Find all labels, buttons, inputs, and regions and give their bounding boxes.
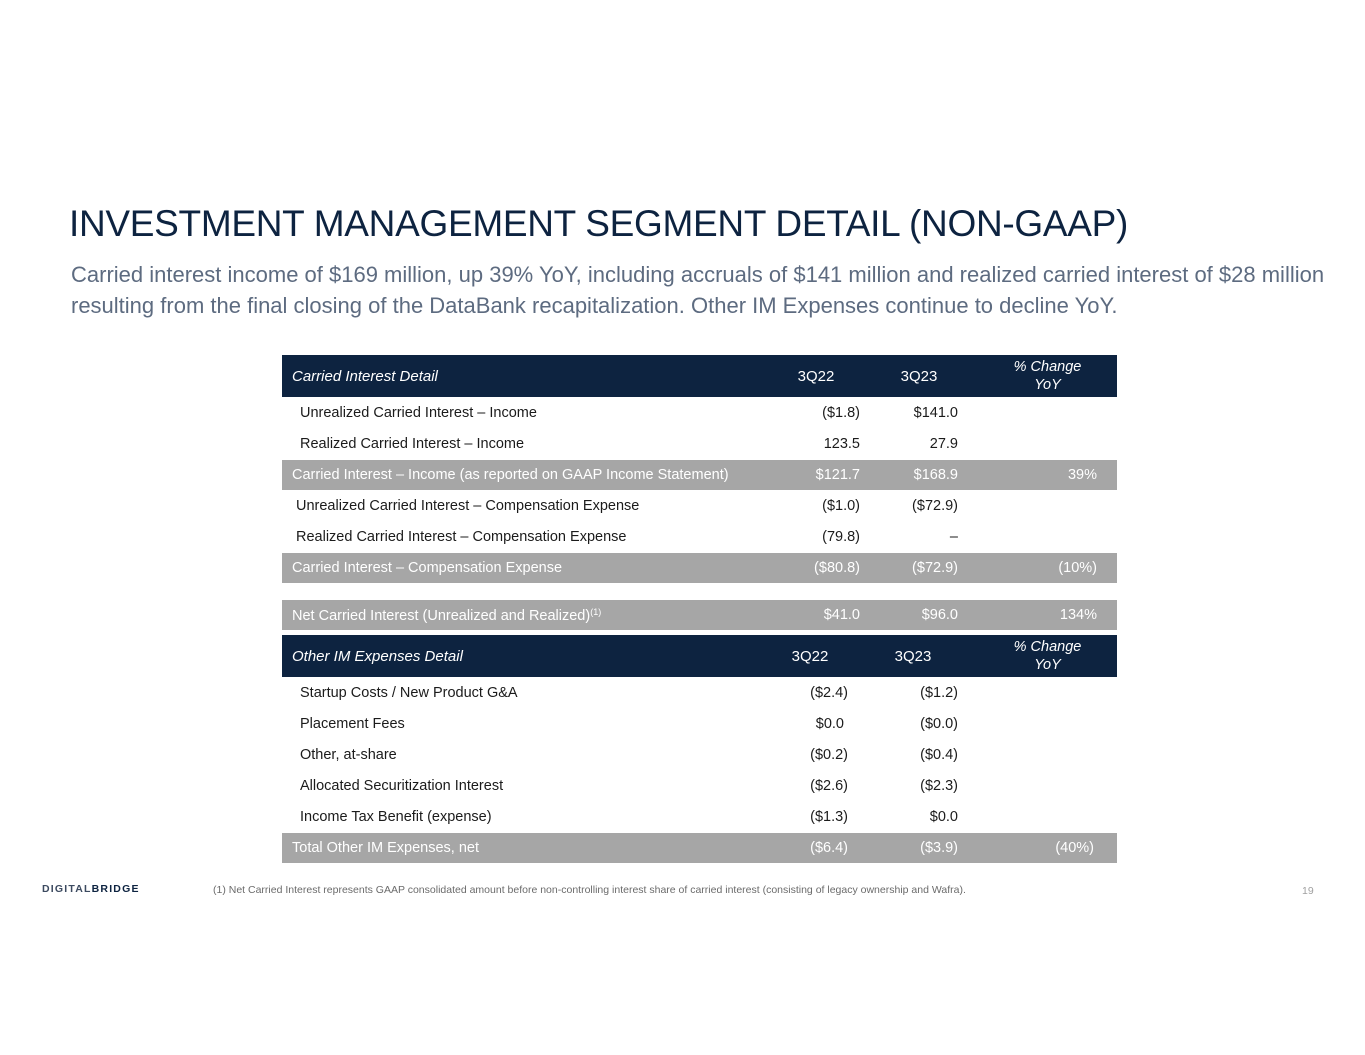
row-label: Unrealized Carried Interest – Compensation Expense	[296, 497, 640, 514]
row-value-3q23: ($0.4)	[920, 746, 958, 763]
table-row	[282, 428, 1117, 460]
row-label: Unrealized Carried Interest – Income	[300, 404, 537, 421]
row-value-change	[978, 739, 1117, 770]
row-value-3q23: $141.0	[913, 404, 958, 421]
row-value-change: (40%)	[978, 833, 1117, 864]
other-im-header-label: Other IM Expenses Detail	[282, 635, 772, 677]
row-label: Startup Costs / New Product G&A	[300, 684, 518, 701]
logo-text-bridge: BRIDGE	[91, 883, 140, 895]
footnote: (1) Net Carried Interest represents GAAP consolidated amount before non-controlling interest share of carried interest (consisting of legacy ownership and Wafra).	[213, 884, 966, 896]
other-im-header-3q22: 3Q22	[772, 635, 848, 677]
table-row	[282, 770, 1117, 801]
row-value-3q22: $0.0	[815, 715, 844, 732]
row-value-3q22: 123.5	[823, 435, 860, 452]
change-header-line2: YoY	[1034, 657, 1061, 673]
row-value-3q22: ($6.4)	[772, 833, 848, 864]
row-value-change: 134%	[978, 600, 1117, 631]
row-label: Placement Fees	[300, 715, 405, 732]
row-value-change	[978, 708, 1117, 739]
row-value-3q23: ($1.2)	[920, 684, 958, 701]
row-label: Carried Interest – Compensation Expense	[282, 553, 772, 584]
table-row	[282, 490, 1117, 521]
carried-interest-table	[282, 355, 1117, 583]
row-label: Carried Interest – Income (as reported on GAAP Income Statement)	[282, 460, 772, 491]
row-value-3q22: ($2.4)	[810, 684, 848, 701]
change-header-line1: % Change	[1013, 359, 1082, 375]
row-value-3q23: $96.0	[860, 600, 978, 631]
row-value-3q23: ($0.0)	[920, 715, 958, 732]
row-value-3q23: ($2.3)	[920, 777, 958, 794]
row-value-3q22: ($0.2)	[810, 746, 848, 763]
row-value-change	[978, 801, 1117, 833]
table-row	[282, 397, 1117, 428]
carried-interest-header-row	[282, 355, 1117, 397]
row-value-3q22: ($1.3)	[810, 808, 848, 825]
row-value-3q22: $121.7	[772, 460, 860, 491]
row-label: Realized Carried Interest – Compensation Expense	[296, 528, 627, 545]
net-carried-interest-row	[282, 600, 1117, 631]
row-value-3q23: ($3.9)	[848, 833, 978, 864]
row-value-change: (10%)	[978, 553, 1117, 584]
table-row	[282, 521, 1117, 553]
row-label: Other, at-share	[300, 746, 397, 763]
row-value-3q22: ($1.8)	[822, 404, 860, 421]
table-row	[282, 708, 1117, 739]
carried-interest-header-3q23: 3Q23	[860, 355, 978, 397]
digitalbridge-logo	[42, 883, 140, 895]
row-value-3q23: ($72.9)	[860, 553, 978, 584]
other-im-header-change	[978, 635, 1117, 677]
net-label-text: Net Carried Interest (Unrealized and Realized)	[292, 607, 591, 624]
other-im-header-3q23: 3Q23	[848, 635, 978, 677]
row-value-3q22: ($2.6)	[810, 777, 848, 794]
table-row	[282, 739, 1117, 770]
row-value-3q23: 27.9	[929, 435, 958, 452]
row-value-3q22: $41.0	[772, 600, 860, 631]
footnote-marker: (1)	[590, 606, 602, 617]
row-value-3q23: $168.9	[860, 460, 978, 491]
row-value-change	[978, 490, 1117, 521]
row-label: Realized Carried Interest – Income	[300, 435, 525, 452]
row-value-3q22: (79.8)	[822, 528, 860, 545]
other-im-expenses-table	[282, 635, 1117, 863]
subtotal-row	[282, 460, 1117, 491]
carried-interest-header-3q22: 3Q22	[772, 355, 860, 397]
net-carried-interest-table	[282, 599, 1117, 630]
row-value-3q23: $0.0	[929, 808, 958, 825]
table-row	[282, 677, 1117, 708]
carried-interest-header-label: Carried Interest Detail	[282, 355, 772, 397]
row-value-change	[978, 397, 1117, 428]
row-value-3q23: ($72.9)	[912, 497, 958, 514]
table-row	[282, 801, 1117, 833]
page-title: INVESTMENT MANAGEMENT SEGMENT DETAIL (NON-GAAP)	[69, 203, 1129, 244]
row-value-3q22: ($1.0)	[822, 497, 860, 514]
carried-interest-header-change	[978, 355, 1117, 397]
row-value-change	[978, 428, 1117, 460]
row-value-change: 39%	[978, 460, 1117, 491]
row-value-3q23: –	[949, 528, 958, 545]
row-label: Income Tax Benefit (expense)	[300, 808, 492, 825]
row-value-change	[978, 677, 1117, 708]
row-value-change	[978, 521, 1117, 553]
page-subtitle: Carried interest income of $169 million, up 39% YoY, including accruals of $141 million and realized carried interest of $28 million resulting from the final closing of the DataBank recapitalization. Other IM Expenses continue to decline YoY.	[71, 262, 1325, 318]
other-im-header-row	[282, 635, 1117, 677]
change-header-line2: YoY	[1034, 377, 1061, 393]
logo-text-digital: DIGITAL	[42, 883, 92, 895]
row-label: Total Other IM Expenses, net	[282, 833, 772, 864]
row-label	[282, 600, 772, 631]
total-row	[282, 833, 1117, 864]
page-number: 19	[1302, 885, 1314, 897]
row-label: Allocated Securitization Interest	[300, 777, 504, 794]
change-header-line1: % Change	[1013, 639, 1082, 655]
row-value-change	[978, 770, 1117, 801]
subtotal-row	[282, 553, 1117, 584]
row-value-3q22: ($80.8)	[772, 553, 860, 584]
